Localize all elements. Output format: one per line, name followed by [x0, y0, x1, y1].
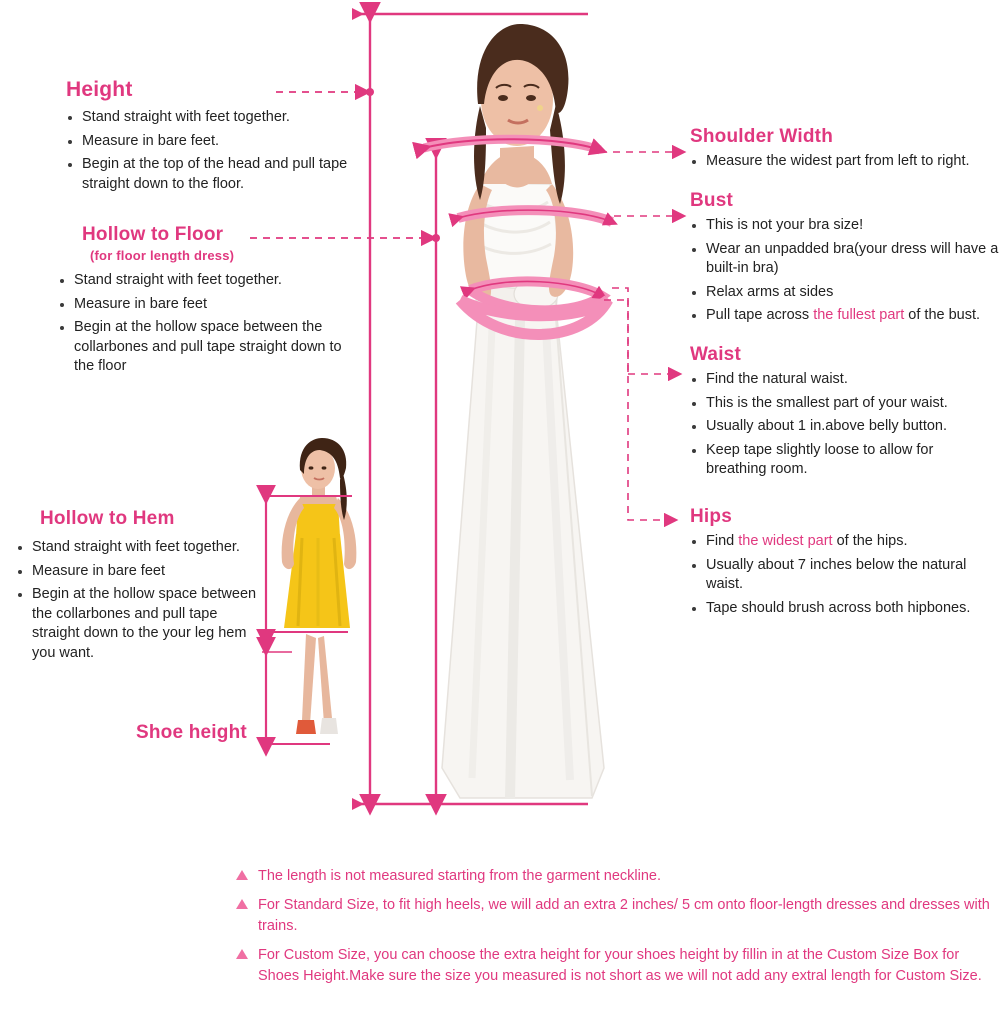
hips-heading: Hips — [690, 506, 732, 527]
note-item — [236, 866, 996, 887]
waist-heading: Waist — [690, 344, 741, 365]
list-item: Begin at the top of the head and pull tape straight down to the floor. — [66, 155, 366, 194]
list-item: Measure the widest part from left to right. — [690, 152, 996, 172]
bust-heading: Bust — [690, 190, 734, 211]
list-item: Measure in bare feet. — [66, 132, 366, 152]
shoe-height-section — [136, 722, 247, 744]
note-text: The length is not measured starting from the garment neckline. — [258, 868, 661, 884]
note-text: For Standard Size, to fit high heels, we will add an extra 2 inches/ 5 cm onto floor-length dresses and dresses with trains. — [258, 897, 990, 935]
hollow-to-hem-heading: Hollow to Hem — [40, 508, 175, 529]
bust-last-post: of the bust. — [904, 307, 981, 324]
warning-triangle-icon — [236, 899, 248, 909]
hips-first-pre: Find — [706, 533, 739, 549]
list-item: Stand straight with feet together. — [66, 108, 366, 128]
shoulder-width-bullets — [690, 152, 996, 172]
warning-triangle-icon — [236, 949, 248, 959]
list-item: Stand straight with feet together. — [16, 538, 266, 558]
note-item — [236, 895, 996, 937]
hollow-to-hem-section — [16, 508, 266, 667]
hollow-to-hem-bullets — [16, 538, 266, 663]
hollow-to-floor-subheading: (for floor length dress) — [90, 248, 235, 263]
list-item: Relax arms at sides — [690, 283, 1000, 303]
hips-bullets — [690, 532, 996, 618]
list-item: Measure in bare feet — [58, 295, 348, 315]
list-item: Tape should brush across both hipbones. — [690, 599, 996, 619]
hips-section — [690, 506, 996, 622]
hollow-to-floor-section — [48, 224, 348, 381]
list-item: Wear an unpadded bra(your dress will have a built-in bra) — [690, 240, 1000, 279]
list-item: Keep tape slightly loose to allow for breathing room. — [690, 441, 996, 480]
footer-notes — [236, 866, 996, 995]
bust-last-highlight: the fullest part — [813, 307, 905, 324]
hips-first-highlight: the widest part — [738, 533, 833, 549]
height-section — [66, 78, 366, 198]
note-text: For Custom Size, you can choose the extra height for your shoes height by fillin in at the Custom Size Box for Shoes Height.Make sure the size you measured is not short as we will not add any extral length for Custom Size. — [258, 947, 982, 985]
list-item: Usually about 7 inches below the natural waist. — [690, 556, 996, 595]
list-item: Begin at the hollow space between the collarbones and pull tape straight down to the floor — [58, 318, 348, 377]
list-item-highlighted — [690, 532, 996, 552]
list-item: Begin at the hollow space between the collarbones and pull tape straight down to the your leg hem you want. — [16, 585, 266, 663]
height-bullets — [66, 108, 366, 194]
list-item: This is not your bra size! — [690, 216, 1000, 236]
height-heading: Height — [66, 78, 133, 101]
bust-section — [690, 190, 1000, 330]
hollow-to-floor-heading: Hollow to Floor — [82, 224, 224, 245]
shoulder-width-heading: Shoulder Width — [690, 126, 833, 147]
hips-first-post: of the hips. — [832, 533, 908, 549]
list-item: This is the smallest part of your waist. — [690, 394, 996, 414]
shoulder-width-section — [690, 126, 996, 176]
bust-bullets — [690, 216, 1000, 326]
warning-triangle-icon — [236, 870, 248, 880]
list-item-highlighted — [690, 306, 1000, 326]
note-item — [236, 945, 996, 987]
bust-last-pre: Pull tape across — [706, 307, 814, 324]
list-item: Measure in bare feet — [16, 562, 266, 582]
list-item: Find the natural waist. — [690, 370, 996, 390]
waist-section — [690, 344, 996, 484]
hollow-to-floor-bullets — [58, 271, 348, 377]
shoe-height-heading: Shoe height — [136, 722, 247, 743]
list-item: Usually about 1 in.above belly button. — [690, 417, 996, 437]
list-item: Stand straight with feet together. — [58, 271, 348, 291]
waist-bullets — [690, 370, 996, 480]
